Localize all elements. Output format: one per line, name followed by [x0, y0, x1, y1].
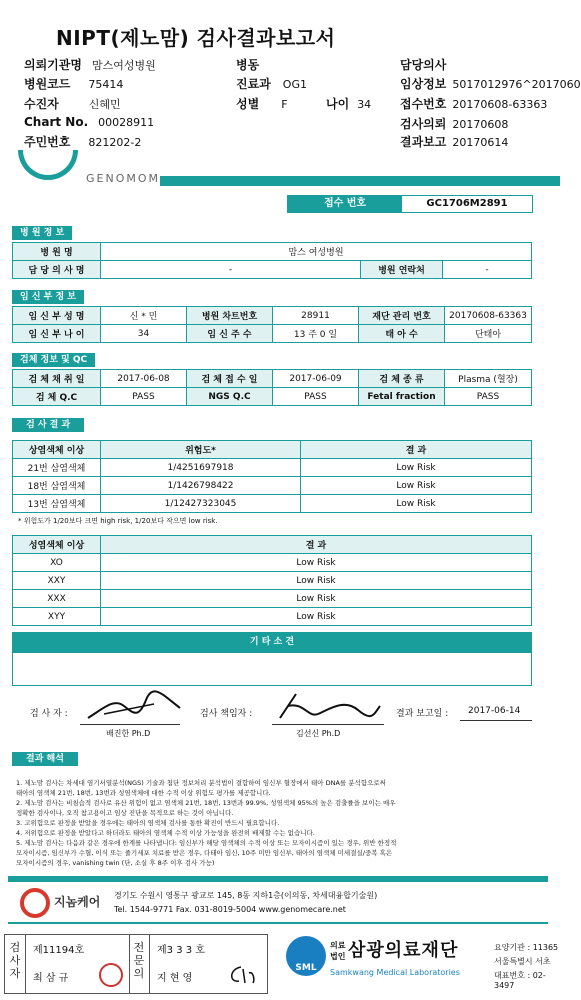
cell: Low Risk	[101, 608, 532, 626]
divider	[25, 935, 26, 993]
genomecare-logo-icon	[20, 888, 50, 918]
interpretation-line: 2. 제노맘 검사는 비침습적 검사로 유산 위험이 없고 염색체 21번, 18번, 13번과 99.9%, 성염색체 95%의 높은 검출률을 보이는 매우	[16, 799, 396, 807]
header-field: 병원코드 75414	[24, 77, 124, 91]
risk-head: 위험도*	[101, 441, 301, 459]
pregnant-name-label: 임 신 부 성 명	[13, 307, 101, 325]
type-value: Plasma (혈장)	[445, 370, 532, 388]
table-row	[13, 495, 532, 513]
tester-license: 제11194호	[33, 945, 85, 956]
pregnant-name: 신 * 민	[101, 307, 187, 325]
header-field: Chart No. 00028911	[24, 115, 155, 129]
table-row	[13, 572, 532, 590]
header-field: 주민번호 821202-2	[24, 135, 142, 149]
chart-value: 28911	[273, 307, 359, 325]
header-field: 진료과 OG1	[236, 77, 307, 91]
divider	[149, 935, 150, 993]
tester-signer: 최 삼 규	[33, 973, 69, 984]
cell: 13번 삼염색체	[13, 495, 101, 513]
weeks-value: 13 주 0 일	[273, 325, 359, 343]
doctor-label: 담 당 의 사 명	[13, 261, 101, 279]
ff-value: PASS	[445, 388, 532, 406]
risk-note: * 위험도가 1/20보다 크면 high risk, 1/20보다 작으면 low risk.	[18, 517, 218, 525]
header-field: 성별 F	[236, 97, 288, 111]
header-field: 수진자 신혜민	[24, 97, 121, 111]
cell: Low Risk	[301, 495, 532, 513]
cell: Low Risk	[101, 590, 532, 608]
report-date-label: 결과 보고일 :	[396, 709, 449, 719]
section-pregnant: 임 신 부 정 보	[12, 290, 84, 304]
genomom-logo	[8, 160, 208, 196]
cell: 1/1426798422	[101, 477, 301, 495]
brand-small-1: 의료	[330, 941, 346, 950]
company-name: 지놈케어	[54, 895, 101, 909]
header-field: 임상정보 5017012976^2017060	[400, 77, 581, 91]
qc-value: PASS	[101, 388, 187, 406]
specimen-table	[12, 369, 532, 406]
section-specimen: 검체 정보 및 QC	[12, 353, 95, 367]
chief-signature	[274, 688, 384, 724]
sex-head: 성염색체 이상	[13, 536, 101, 554]
contact-label: 병원 연락처	[361, 261, 443, 279]
accession-number: GC1706M2891	[426, 198, 508, 209]
fetus-value: 단태아	[445, 325, 532, 343]
interpretation-line: 모자이시즘, 임신부가 수혈, 이식 또는 줄기세포 치료를 받은 경우, 다태아 임신, 10주 미만 임신부, 태아의 염색체 미세결실/중복 혹은	[16, 849, 393, 857]
table-row	[13, 477, 532, 495]
cell: Low Risk	[301, 477, 532, 495]
collect-value: 2017-06-08	[101, 370, 187, 388]
cell: 1/4251697918	[101, 459, 301, 477]
brand-info: 대표번호 : 02-3497	[494, 971, 546, 990]
section-hospital: 병 원 정 보	[12, 226, 72, 240]
table-row	[13, 590, 532, 608]
hospital-name-label: 병 원 명	[13, 243, 101, 261]
receive-value: 2017-06-09	[273, 370, 359, 388]
cell: XXY	[13, 572, 101, 590]
mgmt-label: 재단 관리 번호	[359, 307, 445, 325]
pregnant-age-label: 임 신 부 나 이	[13, 325, 101, 343]
brand-info: 요양기관 : 11365	[494, 943, 559, 952]
report-title: NIPT(제노맘) 검사결과보고서	[56, 26, 336, 50]
sml-logo-icon: SML	[286, 936, 326, 976]
interpretation-line: 3. 고위험으로 판정을 받았을 경우에는 태아의 염색체 검사를 통한 확진이 반드시 필요합니다.	[16, 819, 280, 827]
other-findings-box	[12, 652, 532, 686]
sex-result-head: 결 과	[101, 536, 532, 554]
logo-mark-icon	[18, 150, 78, 180]
chief-name: 김선신 Ph.D	[296, 729, 341, 738]
top-accent-bar	[160, 176, 560, 186]
result-head: 결 과	[301, 441, 532, 459]
ff-label: Fetal fraction	[359, 388, 445, 406]
interpretation-list	[16, 778, 536, 868]
divider	[129, 935, 130, 993]
seal-icon	[99, 963, 123, 987]
cell: XYY	[13, 608, 101, 626]
autosome-head: 상염색체 이상	[13, 441, 101, 459]
doctor-signature	[227, 963, 257, 987]
collect-label: 검 체 채 취 일	[13, 370, 101, 388]
company-address: 경기도 수원시 영통구 광교로 145, 8동 지하1층(이의동, 차세대융합기술원)	[114, 891, 378, 900]
table-row	[13, 554, 532, 572]
brand-info: 서울특별시 서초	[494, 957, 551, 966]
tester-name: 배진한 Ph.D	[106, 729, 151, 738]
other-findings-title: 기 타 소 견	[12, 632, 532, 652]
section-interpretation: 결과 해석	[12, 752, 78, 766]
ngs-value: PASS	[273, 388, 359, 406]
header-field: 결과보고 20170614	[400, 135, 509, 149]
interpretation-line: 정확한 검사이나, 오직 참고용이고 임상 진단을 목적으로 하는 것이 아닙니다.	[16, 809, 234, 817]
cell: Low Risk	[301, 459, 532, 477]
table-row	[13, 459, 532, 477]
signature-box	[4, 934, 268, 994]
brand-english: Samkwang Medical Laboratories	[330, 968, 460, 977]
brand-name: 삼광의료재단	[348, 940, 459, 961]
qc-label: 검 체 Q.C	[13, 388, 101, 406]
section-results: 검 사 결 과	[12, 418, 84, 432]
doctor-signer: 지 현 영	[157, 973, 193, 984]
chief-line	[272, 724, 384, 725]
weeks-label: 임 신 주 수	[187, 325, 273, 343]
pregnant-table	[12, 306, 532, 343]
interpretation-line: 태아의 염색체 21번, 18번, 13번과 성염색체에 대한 수적 이상 위험도 평가를 제공합니다.	[16, 789, 271, 797]
hospital-name: 맘스 여성병원	[101, 243, 532, 261]
table-row	[13, 608, 532, 626]
header-field: 검사의뢰 20170608	[400, 117, 509, 131]
mgmt-value: 20170608-63363	[445, 307, 532, 325]
samkwang-brand	[286, 936, 564, 994]
cell: 18번 삼염색체	[13, 477, 101, 495]
footer-rule	[8, 922, 548, 924]
interpretation-line: 4. 저위험으로 판정을 받았다고 하더라도 태아의 염색체 수적 이상 가능성을 완전히 배제할 수는 없습니다.	[16, 829, 315, 837]
footer-accent-bar	[8, 876, 548, 882]
cell: 1/12427323045	[101, 495, 301, 513]
header-field: 병동	[236, 58, 260, 72]
chart-label: 병원 차트번호	[187, 307, 273, 325]
chief-label: 검사 책임자 :	[200, 709, 253, 719]
header-field: 담당의사	[400, 58, 447, 72]
company-contact: Tel. 1544-9771 Fax. 031-8019-5004 www.genomecare.net	[114, 905, 346, 914]
report-date-line	[460, 720, 532, 721]
receive-label: 검 체 접 수 일	[187, 370, 273, 388]
contact-value: -	[443, 261, 532, 279]
vertical-title: 전문의	[133, 941, 145, 980]
brand-small-2: 법인	[330, 952, 346, 961]
sex-chromosome-table	[12, 535, 532, 626]
type-label: 검 체 종 류	[359, 370, 445, 388]
cell: Low Risk	[101, 554, 532, 572]
doctor-license: 제3 3 3 호	[157, 945, 205, 956]
hospital-table	[12, 242, 532, 279]
fetus-label: 태 아 수	[359, 325, 445, 343]
tester-line	[80, 724, 180, 725]
age-field: 나이 34	[326, 97, 372, 111]
cell: Low Risk	[101, 572, 532, 590]
header-field: 접수번호 20170608-63363	[400, 97, 548, 111]
cell: XXX	[13, 590, 101, 608]
interpretation-line: 모자이시즘의 경우, vanishing twin (단, 소실 후 8주 이후 검사 가능)	[16, 859, 215, 867]
autosome-table	[12, 440, 532, 513]
accession-label: 접수 번호	[288, 196, 402, 212]
ngs-label: NGS Q.C	[187, 388, 273, 406]
cell: XO	[13, 554, 101, 572]
report-date: 2017-06-14	[468, 706, 521, 716]
doctor-value: -	[101, 261, 361, 279]
tester-signature	[84, 688, 184, 724]
accession-box	[287, 195, 533, 213]
interpretation-line: 1. 제노맘 검사는 차세대 염기서열분석(NGS) 기술과 첨단 정보처리 분석법이 결합하여 임신부 혈장에서 태아 DNA를 분석함으로써	[16, 779, 386, 787]
logo-text: GENOMOM	[86, 172, 161, 185]
cell: 21번 삼염색체	[13, 459, 101, 477]
interpretation-line: 5. 제노맘 검사는 다음과 같은 경우에 한계를 나타냅니다: 임신부가 해당 염색체의 수적 이상 또는 모자이시즘이 있는 경우, 위반 한정적	[16, 839, 397, 847]
header-field: 의뢰기관명 맘스여성병원	[24, 58, 156, 72]
tester-label: 검 사 자 :	[30, 709, 68, 719]
vertical-title: 검사자	[9, 941, 21, 980]
pregnant-age: 34	[101, 325, 187, 343]
